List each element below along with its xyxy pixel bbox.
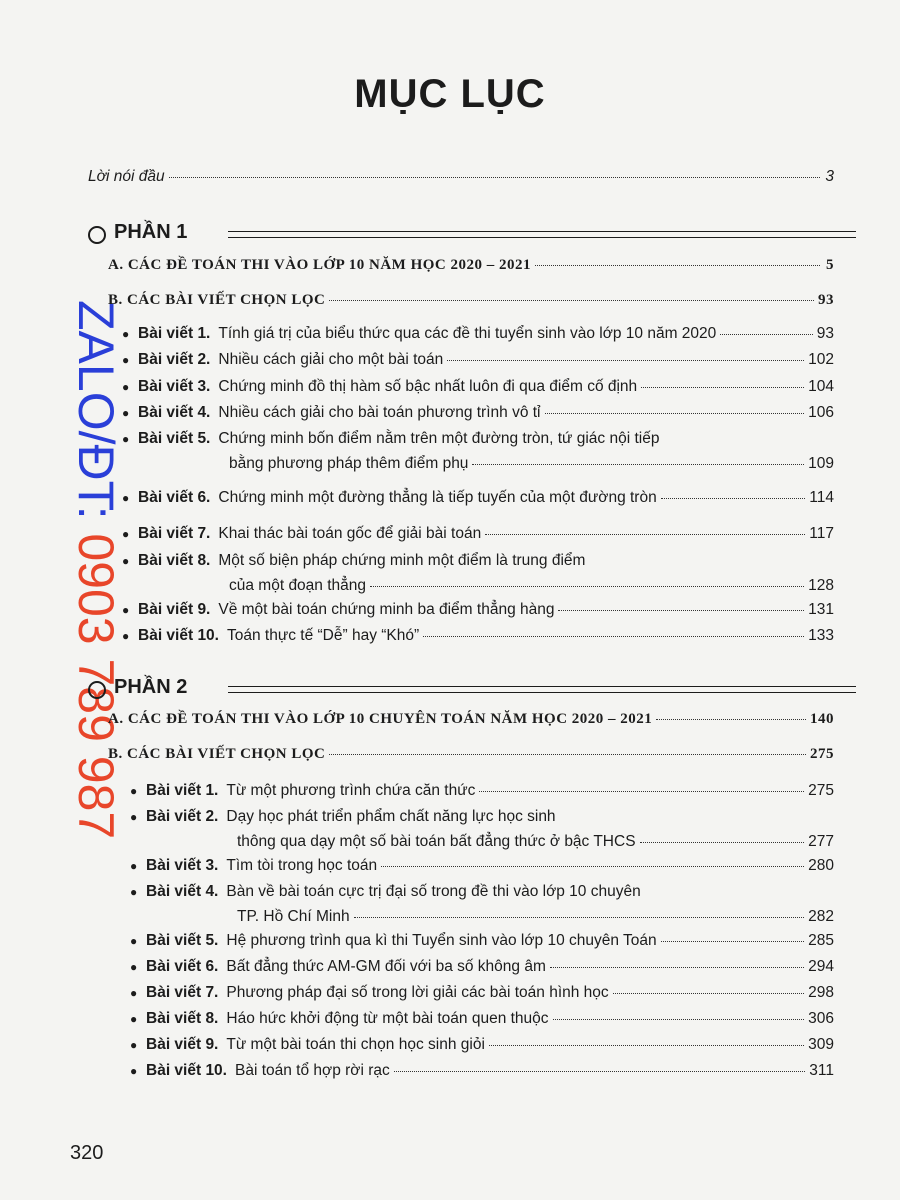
page-ref: 102 [808, 351, 834, 368]
dot-leader [640, 842, 805, 843]
article-number: Bài viết 1. [146, 782, 219, 799]
page-ref: 294 [808, 958, 834, 975]
article-title: Toán thực tế “Dễ” hay “Khó” [227, 627, 420, 644]
bullet-icon: ● [130, 960, 138, 974]
article-title: Về một bài toán chứng minh ba điểm thẳng hàng [218, 601, 555, 618]
toc-item[interactable] [122, 430, 834, 478]
dot-leader [613, 993, 804, 994]
article-number: Bài viết 6. [146, 958, 219, 975]
dot-leader [169, 177, 820, 178]
page-title: MỤC LỤC [354, 72, 546, 116]
toc-item[interactable] [130, 958, 834, 976]
bullet-icon: ● [122, 603, 130, 617]
article-title: Từ một phương trình chứa căn thức [226, 782, 476, 799]
dot-leader [329, 754, 806, 755]
page-ref: 309 [808, 1036, 834, 1053]
article-number: Bài viết 7. [146, 984, 219, 1001]
intro-label: Lời nói đầu [88, 168, 165, 185]
dot-leader [447, 360, 804, 361]
bullet-icon: ● [130, 1012, 138, 1026]
article-number: Bài viết 2. [138, 351, 211, 368]
toc-item[interactable] [130, 1036, 834, 1054]
dot-leader [550, 967, 804, 968]
dot-leader [489, 1045, 804, 1046]
bullet-icon: ● [130, 986, 138, 1000]
article-number: Bài viết 9. [138, 601, 211, 618]
bullet-icon: ● [130, 885, 138, 899]
article-number: Bài viết 9. [146, 1036, 219, 1053]
bullet-icon: ● [130, 934, 138, 948]
page-ref: 3 [825, 168, 834, 185]
part-1-section-a[interactable] [108, 257, 834, 274]
article-number: Bài viết 7. [138, 525, 211, 542]
toc-item[interactable] [130, 932, 834, 950]
article-number: Bài viết 3. [138, 378, 211, 395]
page-ref: 277 [808, 833, 834, 850]
bullet-icon: ● [130, 1038, 138, 1052]
page-ref: 282 [808, 908, 834, 925]
dot-leader [661, 941, 805, 942]
dot-leader [641, 387, 804, 388]
dot-leader [354, 917, 805, 918]
page-ref: 128 [808, 577, 834, 594]
article-title: Dạy học phát triển phẩm chất năng lực học sinh [226, 808, 556, 825]
watermark [66, 300, 126, 900]
article-number: Bài viết 4. [138, 404, 211, 421]
article-number: Bài viết 6. [138, 489, 211, 506]
page-ref: 306 [808, 1010, 834, 1027]
article-title: Bất đẳng thức AM-GM đối với ba số không âm [226, 958, 546, 975]
page-ref: 104 [808, 378, 834, 395]
toc-item[interactable] [122, 489, 834, 507]
article-title: Nhiều cách giải cho một bài toán [218, 351, 444, 368]
article-number: Bài viết 5. [146, 932, 219, 949]
article-title: Từ một bài toán thi chọn học sinh giỏi [226, 1036, 485, 1053]
toc-item[interactable] [122, 525, 834, 543]
page-ref: 114 [809, 489, 834, 506]
article-number: Bài viết 3. [146, 857, 219, 874]
section-label: A. CÁC ĐỀ TOÁN THI VÀO LỚP 10 CHUYÊN TOÁN NĂM HỌC 2020 – 2021 [108, 711, 653, 727]
page-ref: 275 [808, 782, 834, 799]
article-title: Khai thác bài toán gốc để giải bài toán [218, 525, 482, 542]
dot-leader [370, 586, 804, 587]
toc-item[interactable] [130, 857, 834, 875]
bullet-icon: ● [122, 629, 130, 643]
part-2-section-a[interactable] [108, 711, 834, 728]
toc-intro[interactable] [88, 168, 834, 186]
bullet-icon: ● [130, 810, 138, 824]
part-1-label: PHẦN 1 [114, 221, 188, 243]
toc-item[interactable] [122, 627, 834, 645]
page-ref: 133 [808, 627, 834, 644]
dot-leader [656, 719, 806, 720]
article-number: Bài viết 8. [138, 552, 211, 569]
dot-leader [423, 636, 804, 637]
bullet-icon: ● [122, 554, 130, 568]
article-title-continued: bằng phương pháp thêm điểm phụ [229, 455, 469, 472]
page-ref: 275 [810, 746, 834, 762]
article-number: Bài viết 2. [146, 808, 219, 825]
bullet-icon: ● [122, 432, 130, 446]
dot-leader [329, 300, 814, 301]
article-title: Hệ phương trình qua kì thi Tuyển sinh vào lớp 10 chuyên Toán [226, 932, 657, 949]
bullet-icon: ● [122, 491, 130, 505]
page-ref: 117 [809, 525, 834, 542]
article-title: Một số biện pháp chứng minh một điểm là trung điểm [218, 552, 586, 569]
toc-item[interactable] [130, 1062, 834, 1080]
page-ref: 109 [808, 455, 834, 472]
section-label: A. CÁC ĐỀ TOÁN THI VÀO LỚP 10 NĂM HỌC 2020 – 2021 [108, 257, 532, 273]
bullet-icon: ● [130, 859, 138, 873]
article-number: Bài viết 10. [146, 1062, 227, 1079]
bullet-icon: ● [122, 527, 130, 541]
page-ref: 106 [808, 404, 834, 421]
article-title: Nhiều cách giải cho bài toán phương trình vô tỉ [218, 404, 541, 421]
part-1-header [88, 221, 856, 251]
dot-leader [535, 265, 820, 266]
bullet-icon: ● [130, 1064, 138, 1078]
article-number: Bài viết 5. [138, 430, 211, 447]
article-title: Chứng minh một đường thẳng là tiếp tuyến của một đường tròn [218, 489, 657, 506]
toc-item[interactable] [122, 351, 834, 369]
watermark-prefix: ZALO/ĐT: [68, 300, 124, 534]
section-label: B. CÁC BÀI VIẾT CHỌN LỌC [108, 746, 326, 762]
dot-leader [479, 791, 804, 792]
dot-leader [485, 534, 805, 535]
article-number: Bài viết 4. [146, 883, 219, 900]
toc-item[interactable] [122, 404, 834, 422]
article-title: Bài toán tổ hợp rời rạc [235, 1062, 390, 1079]
part-2-header [88, 676, 856, 706]
page-ref: 280 [808, 857, 834, 874]
article-title-continued: TP. Hồ Chí Minh [237, 908, 350, 925]
article-title-continued: của một đoạn thẳng [229, 577, 367, 594]
article-number: Bài viết 8. [146, 1010, 219, 1027]
page-ref: 131 [808, 601, 834, 618]
article-title: Chứng minh bốn điểm nằm trên một đường tròn, tứ giác nội tiếp [218, 430, 660, 447]
page-ref: 93 [816, 325, 834, 342]
page-number: 320 [70, 1142, 104, 1164]
watermark-phone: 0903 789 987 [68, 533, 124, 840]
dot-leader [558, 610, 804, 611]
article-title: Háo hức khởi động từ một bài toán quen thuộc [226, 1010, 549, 1027]
page-ref: 140 [810, 711, 834, 727]
page-ref: 311 [809, 1062, 834, 1079]
toc-item[interactable] [122, 325, 834, 343]
toc-item[interactable] [122, 378, 834, 396]
dot-leader [553, 1019, 805, 1020]
dot-leader [381, 866, 804, 867]
article-title-continued: thông qua dạy một số bài toán bất đẳng thức ở bậc THCS [237, 833, 636, 850]
toc-item[interactable] [130, 984, 834, 1002]
toc-item[interactable] [130, 1010, 834, 1028]
part-2-section-b[interactable] [108, 746, 834, 763]
page-ref: 285 [808, 932, 834, 949]
article-number: Bài viết 1. [138, 325, 211, 342]
bullet-icon: ● [122, 327, 130, 341]
circle-icon [88, 226, 106, 244]
toc-item[interactable] [122, 552, 834, 600]
toc-item[interactable] [130, 782, 834, 800]
part-2-label: PHẦN 2 [114, 676, 188, 698]
bullet-icon: ● [122, 406, 130, 420]
article-title: Tính giá trị của biểu thức qua các đề thi tuyển sinh vào lớp 10 năm 2020 [218, 325, 717, 342]
part-1-section-b[interactable] [108, 292, 834, 309]
toc-item[interactable] [130, 883, 834, 931]
circle-icon [88, 681, 106, 699]
section-label: B. CÁC BÀI VIẾT CHỌN LỌC [108, 292, 326, 308]
article-number: Bài viết 10. [138, 627, 219, 644]
page-ref: 298 [808, 984, 834, 1001]
dot-leader [661, 498, 806, 499]
dot-leader [394, 1071, 806, 1072]
toc-item[interactable] [122, 601, 834, 619]
article-title: Phương pháp đại số trong lời giải các bài toán hình học [226, 984, 609, 1001]
article-title: Chứng minh đồ thị hàm số bậc nhất luôn đi qua điểm cố định [218, 378, 638, 395]
toc-item[interactable] [130, 808, 834, 856]
article-title: Tìm tòi trong học toán [226, 857, 378, 874]
double-rule [228, 231, 856, 238]
dot-leader [472, 464, 804, 465]
bullet-icon: ● [130, 784, 138, 798]
article-title: Bàn về bài toán cực trị đại số trong đề thi vào lớp 10 chuyên [226, 883, 641, 900]
page-ref: 93 [818, 292, 834, 308]
double-rule [228, 686, 856, 693]
dot-leader [545, 413, 805, 414]
bullet-icon: ● [122, 380, 130, 394]
page-ref: 5 [826, 257, 834, 273]
dot-leader [720, 334, 812, 335]
bullet-icon: ● [122, 353, 130, 367]
